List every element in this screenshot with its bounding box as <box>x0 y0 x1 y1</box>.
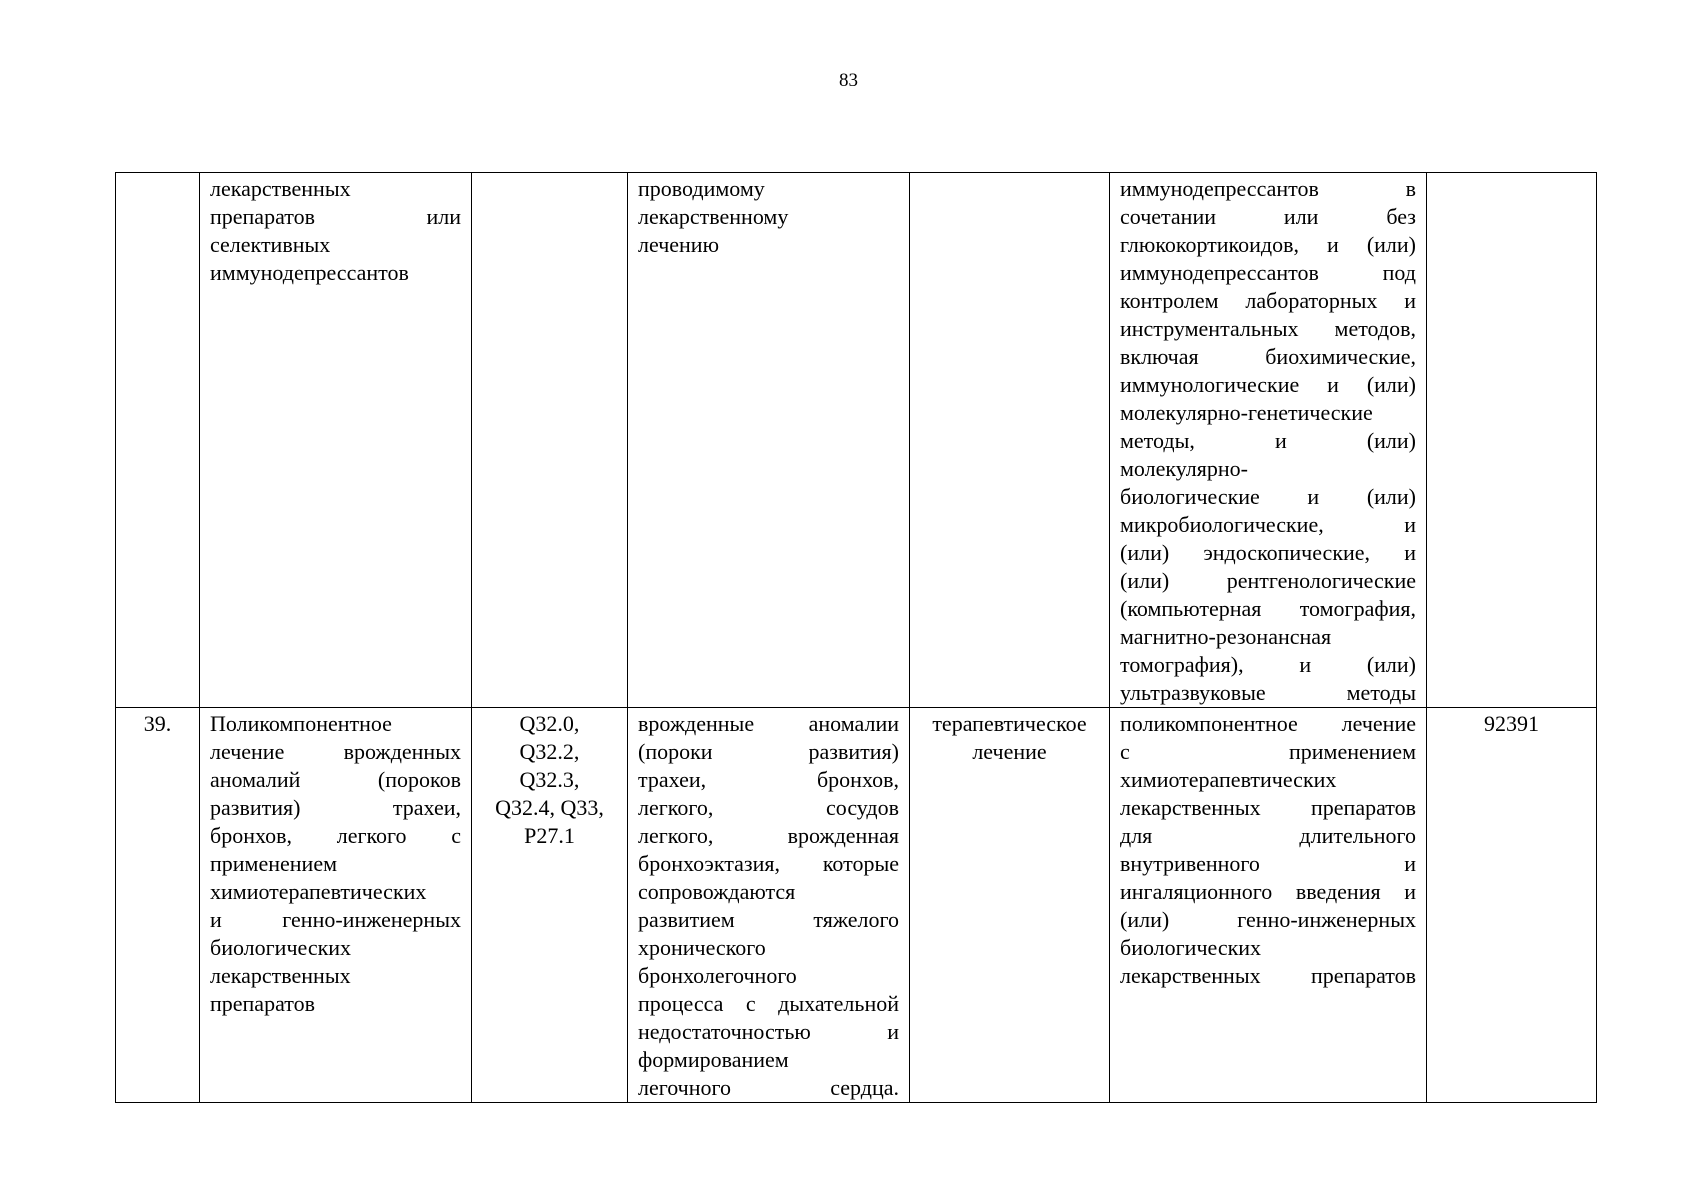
cell-text-line: аномалий (пороков <box>210 767 461 792</box>
page-number: 83 <box>839 70 858 91</box>
cell-text-line: формированием <box>638 1047 789 1072</box>
cell-text-line: биологических <box>1120 935 1262 960</box>
cell-text-line: процесса с дыхательной <box>638 991 899 1016</box>
cell-text-line: для длительного <box>1120 823 1416 848</box>
cell-text-line: внутривенного и <box>1120 851 1416 876</box>
cell-text-line: (или) рентгенологические <box>1120 568 1416 593</box>
cell-text-line: применением <box>210 851 338 876</box>
cell-text-line: (или) генно-инженерных <box>1120 907 1416 932</box>
treatment-method-cell <box>1110 173 1427 708</box>
cell-text-line: Поликомпонентное <box>210 711 392 736</box>
cell-text-line: томография), и (или) <box>1120 652 1416 677</box>
cell-text-line: лекарственных препаратов <box>1120 795 1416 820</box>
cell-text-line: с применением <box>1120 739 1416 764</box>
cell-text-line: проводимому <box>638 176 765 201</box>
cell-text-line: молекулярно-генетические <box>1120 400 1373 425</box>
cell-text-line: Q32.0, <box>519 711 580 736</box>
cell-text-line: методы, и (или) <box>1120 428 1416 453</box>
cell-text-line: иммунодепрессантов под <box>1120 260 1416 285</box>
cell-text-line: ингаляционного введения и <box>1120 879 1416 904</box>
cell-text-line: развитием тяжелого <box>638 907 899 932</box>
cell-text-line: терапевтическое <box>932 711 1087 736</box>
cost-cell <box>1427 173 1597 708</box>
cell-text-line: бронхолегочного <box>638 963 797 988</box>
treatment-method-cell <box>1110 708 1427 1103</box>
cell-text-line: лекарственных <box>210 176 351 201</box>
cell-text-line: химиотерапевтических <box>1120 767 1337 792</box>
cell-text-line: легкого, сосудов <box>638 795 899 820</box>
cell-text-line: лекарственных <box>210 963 351 988</box>
cell-text-line: контролем лабораторных и <box>1120 288 1416 313</box>
cell-text-line: сопровождаются <box>638 879 796 904</box>
cell-text-line: (пороки развития) <box>638 739 899 764</box>
cell-text-line: хронического <box>638 935 766 960</box>
cell-text-line: лечению <box>638 232 720 257</box>
cell-text-line: иммунодепрессантов <box>210 260 409 285</box>
cell-text-line: Q32.2, <box>519 739 580 764</box>
cell-text-line: ультразвуковые методы <box>1120 680 1416 705</box>
cell-text-line: развития) трахеи, <box>210 795 461 820</box>
cell-text-line: препаратов или <box>210 204 461 229</box>
icd-codes-cell <box>472 173 628 708</box>
treatment-type-cell <box>910 708 1110 1103</box>
cell-text-line: молекулярно- <box>1120 456 1248 481</box>
cell-text-line: селективных <box>210 232 331 257</box>
cell-text-line: химиотерапевтических <box>210 879 427 904</box>
cell-text-line: сочетании или без <box>1120 204 1416 229</box>
cell-text-line: бронхов, легкого с <box>210 823 461 848</box>
patient-model-cell <box>628 173 910 708</box>
cell-text-line: P27.1 <box>524 823 575 848</box>
cell-text-line: лечение врожденных <box>210 739 461 764</box>
cell-text-line: глюкокортикоидов, и (или) <box>1120 232 1416 257</box>
care-name-cell <box>200 173 472 708</box>
table-row <box>116 708 1597 1103</box>
table-row <box>116 173 1597 708</box>
medical-care-table <box>115 172 1597 1103</box>
cell-text-line: микробиологические, и <box>1120 512 1416 537</box>
cell-text-line: Q32.3, <box>519 767 580 792</box>
cell-text-line: недостаточностью и <box>638 1019 899 1044</box>
cell-text-line: (или) эндоскопические, и <box>1120 540 1416 565</box>
icd-codes-cell <box>472 708 628 1103</box>
cell-text-line: поликомпонентное лечение <box>1120 711 1416 736</box>
treatment-type-cell <box>910 173 1110 708</box>
cell-text-line: лекарственному <box>638 204 789 229</box>
cell-text-line: препаратов <box>210 991 315 1016</box>
cell-text-line: включая биохимические, <box>1120 344 1416 369</box>
cell-text-line: иммунодепрессантов в <box>1120 176 1416 201</box>
cell-text-line: врожденные аномалии <box>638 711 899 736</box>
row-number-cell <box>116 173 200 708</box>
patient-model-cell <box>628 708 910 1103</box>
cell-text-line: Q32.4, Q33, <box>495 795 604 820</box>
cell-text-line: лекарственных препаратов <box>1120 963 1416 988</box>
cell-text-line: биологических <box>210 935 352 960</box>
cell-text-line: трахеи, бронхов, <box>638 767 899 792</box>
cell-text-line: биологические и (или) <box>1120 484 1416 509</box>
cell-text-line: и генно-инженерных <box>210 907 461 932</box>
cell-text-line: иммунологические и (или) <box>1120 372 1416 397</box>
cell-text-line: (компьютерная томография, <box>1120 596 1416 621</box>
cell-text-line: легочного сердца. <box>638 1075 899 1100</box>
care-name-cell <box>200 708 472 1103</box>
row-number-cell: 39. <box>116 708 200 1103</box>
cost-cell: 92391 <box>1427 708 1597 1103</box>
cell-text-line: магнитно-резонансная <box>1120 624 1332 649</box>
cell-text-line: легкого, врожденная <box>638 823 899 848</box>
cell-text-line: лечение <box>972 739 1047 764</box>
cell-text-line: бронхоэктазия, которые <box>638 851 899 876</box>
cell-text-line: инструментальных методов, <box>1120 316 1416 341</box>
